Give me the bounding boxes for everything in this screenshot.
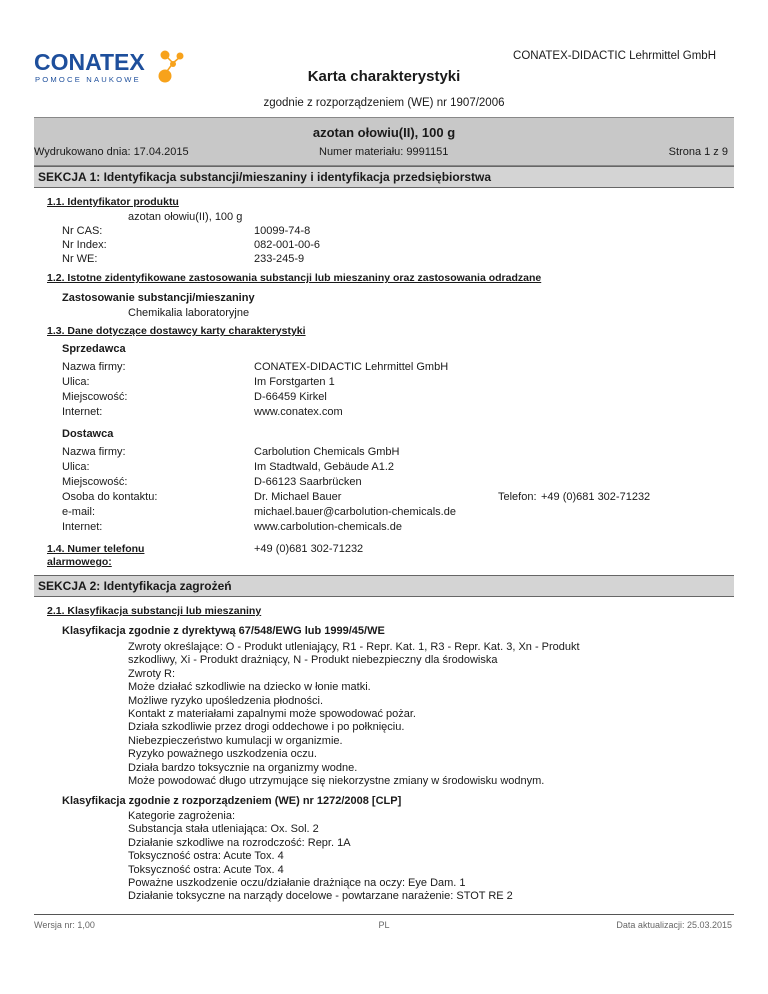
directive-line: Kontakt z materiałami zapalnymi może spowodować pożar. bbox=[128, 708, 416, 721]
footer-divider bbox=[34, 914, 734, 915]
product-identifier: azotan ołowiu(II), 100 g bbox=[128, 211, 243, 223]
directive-line: szkodliwy, Xi - Produkt drażniący, N - Produkt niebezpieczny dla środowiska bbox=[128, 654, 498, 667]
directive-classification-title: Klasyfikacja zgodnie z dyrektywą 67/548/EWG lub 1999/45/WE bbox=[62, 625, 385, 637]
footer-updated: Data aktualizacji: 25.03.2015 bbox=[616, 920, 732, 930]
use-title: Zastosowanie substancji/mieszaniny bbox=[62, 292, 255, 304]
section-2-header bbox=[34, 575, 734, 597]
logo-wordmark: CONATEX bbox=[34, 49, 145, 75]
subsection-2-1: 2.1. Klasyfikacja substancji lub mieszaniny bbox=[47, 605, 262, 617]
clp-line: Toksyczność ostra: Acute Tox. 4 bbox=[128, 850, 284, 863]
directive-line: Może działać szkodliwie na dziecko w łonie matki. bbox=[128, 681, 371, 694]
directive-line: Zwroty określające: O - Produkt utleniają̧cy, R1 - Repr. Kat. 1, R3 - Repr. Kat. 3, Xn - Produkt bbox=[128, 641, 580, 653]
supplier-city-value: D-66123 Saarbrücken bbox=[254, 476, 362, 488]
index-value: 082-001-00-6 bbox=[254, 239, 321, 251]
cas-label: Nr CAS: bbox=[62, 225, 103, 237]
supplier-contact-value: Dr. Michael Bauer bbox=[254, 491, 342, 503]
seller-company-label: Nazwa firmy: bbox=[62, 361, 126, 373]
page-number: Strona 1 z 9 bbox=[668, 146, 728, 158]
clp-line: Działanie szkodliwe na rozrodczość: Repr. 1A bbox=[128, 836, 351, 849]
cas-value: 10099-74-8 bbox=[254, 225, 311, 237]
product-header bbox=[34, 117, 734, 166]
subsection-1-4-line1: 1.4. Numer telefonu bbox=[47, 543, 145, 555]
footer-language: PL bbox=[378, 920, 390, 930]
subsection-1-1: 1.1. Identyfikator produktu bbox=[47, 196, 179, 208]
document-subtitle: zgodnie z rozporządzeniem (WE) nr 1907/2006 bbox=[263, 97, 505, 109]
clp-line: Poważne uszkodzenie oczu/działanie drażniące na oczy: Eye Dam. 1 bbox=[128, 877, 466, 890]
clp-line: Substancja stała utleniająca: Ox. Sol. 2 bbox=[128, 823, 319, 836]
directive-line: Niebezpieczeństwo kumulacji w organizmie. bbox=[128, 734, 343, 747]
seller-company-value: CONATEX-DIDACTIC Lehrmittel GmbH bbox=[254, 361, 449, 373]
seller-street-value: Im Forstgarten 1 bbox=[254, 376, 335, 388]
directive-line: Może powodować długo utrzymujące się niekorzystne zmiany w środowisku wodnym. bbox=[128, 775, 545, 788]
section-1-title: SEKCJA 1: Identyfikacja substancji/mieszaniny i identyfikacja przedsiębiorstwa bbox=[38, 170, 492, 184]
directive-line: Ryzyko poważnego uszkodzenia oczu. bbox=[128, 748, 317, 761]
supplier-street-value: Im Stadtwald, Gebäude A1.2 bbox=[254, 461, 395, 473]
emergency-phone: +49 (0)681 302-71232 bbox=[254, 543, 364, 555]
supplier-contact-label: Osoba do kontaktu: bbox=[62, 491, 158, 503]
document-title: Karta charakterystyki bbox=[307, 68, 461, 85]
product-name: azotan ołowiu(II), 100 g bbox=[312, 125, 456, 140]
company-name-top: CONATEX-DIDACTIC Lehrmittel GmbH bbox=[513, 50, 716, 62]
logo-tagline: POMOCE NAUKOWE bbox=[35, 75, 141, 84]
section-1-header bbox=[34, 166, 734, 188]
directive-line: Możliwe ryzyko upośledzenia płodności. bbox=[128, 694, 324, 707]
printed-date: Wydrukowano dnia: 17.04.2015 bbox=[34, 146, 189, 158]
seller-internet-label: Internet: bbox=[62, 406, 103, 418]
supplier-company-value: Carbolution Chemicals GmbH bbox=[254, 446, 400, 458]
section-2-title: SEKCJA 2: Identyfikacja zagrożeń bbox=[38, 579, 232, 593]
supplier-city-label: Miejscowość: bbox=[62, 476, 128, 488]
seller-internet-value[interactable]: www.conatex.com bbox=[254, 406, 343, 418]
seller-street-label: Ulica: bbox=[62, 376, 90, 388]
footer-version: Wersja nr: 1,00 bbox=[34, 920, 95, 930]
directive-line: Zwroty R: bbox=[128, 667, 176, 680]
supplier-internet-label: Internet: bbox=[62, 521, 103, 533]
material-number: Numer materiału: 9991151 bbox=[319, 146, 449, 158]
index-label: Nr Index: bbox=[62, 239, 107, 251]
we-label: Nr WE: bbox=[62, 253, 98, 265]
directive-line: Działa szkodliwie przez drogi oddechowe i po połknięciu. bbox=[128, 721, 405, 734]
supplier-email-label: e-mail: bbox=[62, 506, 96, 518]
clp-line: Kategorie zagrożenia: bbox=[128, 810, 236, 822]
supplier-street-label: Ulica: bbox=[62, 461, 90, 473]
supplier-phone-label: Telefon: bbox=[498, 491, 537, 503]
clp-classification-title: Klasyfikacja zgodnie z rozporządzeniem (WE) nr 1272/2008 [CLP] bbox=[62, 795, 402, 807]
supplier-company-label: Nazwa firmy: bbox=[62, 446, 126, 458]
supplier-internet-value[interactable]: www.carbolution-chemicals.de bbox=[254, 521, 402, 533]
we-value: 233-245-9 bbox=[254, 253, 305, 265]
supplier-title: Dostawca bbox=[62, 428, 114, 440]
subsection-1-4-line2: alarmowego: bbox=[47, 556, 112, 568]
seller-city-value: D-66459 Kirkel bbox=[254, 391, 327, 403]
supplier-email-value[interactable]: michael.bauer@carbolution-chemicals.de bbox=[254, 506, 456, 518]
subsection-1-3: 1.3. Dane dotyczące dostawcy karty charakterystyki bbox=[47, 325, 306, 337]
directive-classification-text bbox=[128, 641, 728, 788]
seller-title: Sprzedawca bbox=[62, 343, 126, 355]
directive-line: Działa bardzo toksycznie na organizmy wodne. bbox=[128, 761, 358, 774]
clp-classification-text bbox=[128, 810, 728, 904]
clp-line: Toksyczność ostra: Acute Tox. 4 bbox=[128, 863, 284, 876]
seller-city-label: Miejscowość: bbox=[62, 391, 128, 403]
clp-line: Działanie toksyczne na narządy docelowe - powtarzane narażenie: STOT RE 2 bbox=[128, 890, 513, 903]
subsection-1-2: 1.2. Istotne zidentyfikowane zastosowania substancji lub mieszaniny oraz zastosowania odradzane bbox=[47, 272, 542, 284]
supplier-phone-value: +49 (0)681 302-71232 bbox=[541, 491, 651, 503]
use-value: Chemikalia laboratoryjne bbox=[128, 307, 250, 319]
